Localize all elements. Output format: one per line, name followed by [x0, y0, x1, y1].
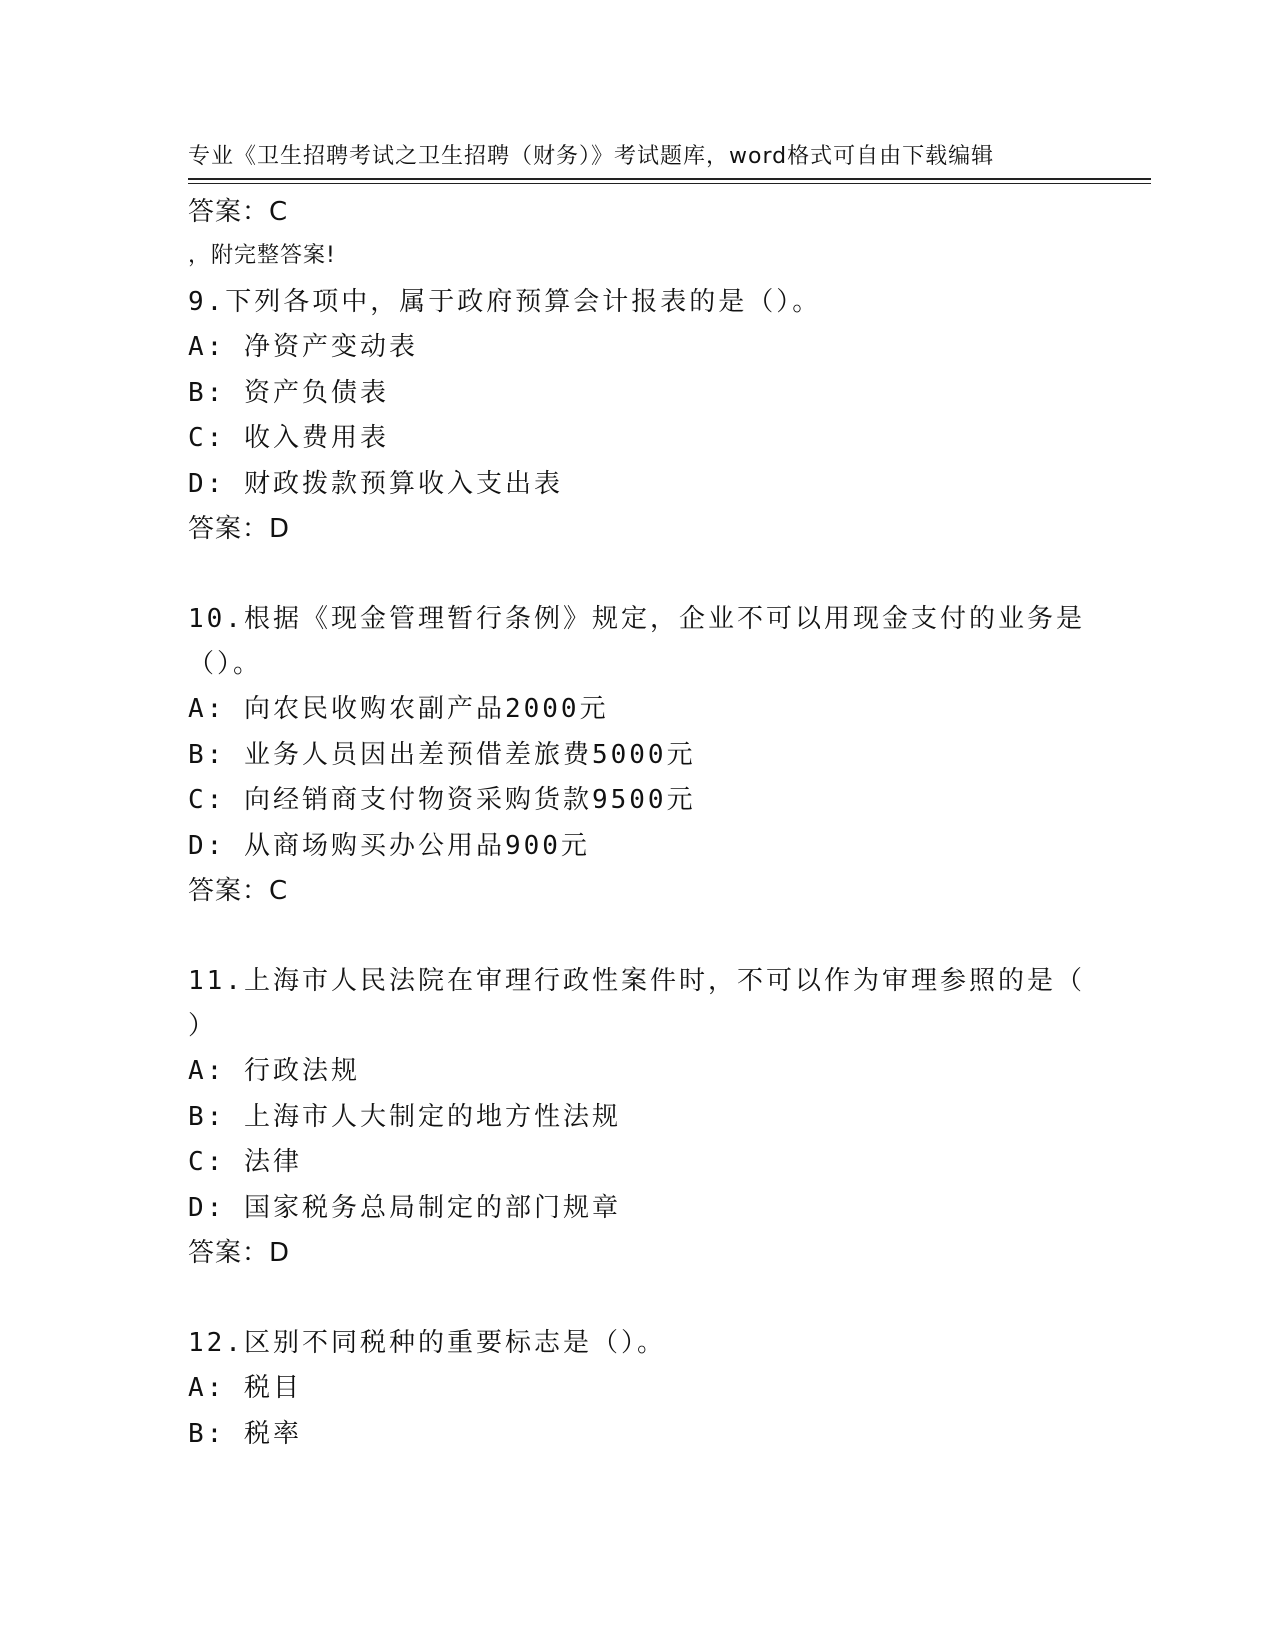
answer: 答案：C — [188, 876, 289, 906]
spacer — [188, 914, 1088, 959]
option-c: C: 向经销商支付物资采购货款9500元 — [188, 785, 696, 815]
spacer — [188, 552, 1088, 597]
answer-previous: 答案：C — [188, 197, 289, 227]
header-divider — [188, 178, 1151, 184]
option-c: C: 收入费用表 — [188, 423, 389, 453]
option-a: A: 税目 — [188, 1373, 302, 1403]
question-stem-line-2: ） — [188, 1011, 218, 1041]
option-a: A: 向农民收购农副产品2000元 — [188, 694, 609, 724]
question-stem: 9.下列各项中，属于政府预算会计报表的是（）。 — [188, 287, 822, 317]
option-b: B: 上海市人大制定的地方性法规 — [188, 1101, 621, 1132]
header-line-1: 专业《卫生招聘考试之卫生招聘（财务）》考试题库，word格式可自由下载编辑 — [188, 144, 995, 169]
answer: 答案：D — [188, 514, 291, 544]
option-a: A: 净资产变动表 — [188, 332, 418, 362]
option-c: C: 法律 — [188, 1147, 302, 1177]
answer: 答案：D — [188, 1238, 291, 1268]
header-line-2: ，附完整答案! — [188, 243, 336, 268]
question-10 — [188, 597, 1088, 914]
question-stem-line-1: 10.根据《现金管理暂行条例》规定，企业不可以用现金支付的业务是 — [188, 604, 1085, 634]
question-stem-line-2: （）。 — [188, 649, 263, 679]
option-b: B: 税率 — [188, 1418, 302, 1449]
question-stem: 12.区别不同税种的重要标志是（）。 — [188, 1328, 666, 1358]
option-d: D: 从商场购买办公用品900元 — [188, 830, 590, 861]
option-d: D: 财政拨款预算收入支出表 — [188, 468, 563, 499]
spacer — [188, 1276, 1088, 1321]
question-stem-line-1: 11.上海市人民法院在审理行政性案件时，不可以作为审理参照的是（ — [188, 966, 1085, 996]
spacer — [188, 235, 1088, 280]
question-9 — [188, 280, 1088, 552]
question-11 — [188, 959, 1088, 1276]
question-list — [188, 190, 1088, 1457]
option-a: A: 行政法规 — [188, 1056, 360, 1086]
question-12 — [188, 1321, 1088, 1457]
option-d: D: 国家税务总局制定的部门规章 — [188, 1192, 621, 1223]
option-b: B: 资产负债表 — [188, 377, 389, 408]
option-b: B: 业务人员因出差预借差旅费5000元 — [188, 739, 696, 770]
